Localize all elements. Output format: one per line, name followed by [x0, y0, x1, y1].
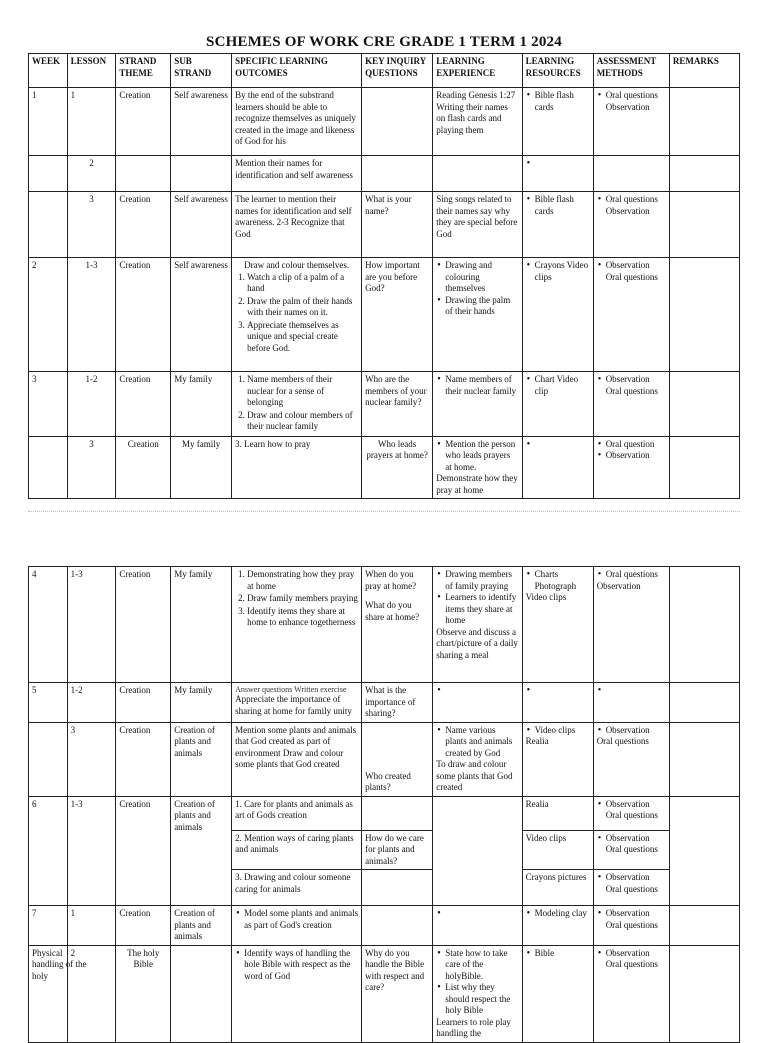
cell-inquiry: Who are the members of your nuclear family? — [362, 372, 433, 437]
cell-experience: Reading Genesis 1:27 Writing their names on flash cards and playing them — [433, 88, 522, 156]
cell-assessment — [593, 258, 669, 372]
cell-remarks — [669, 683, 739, 723]
cell-substrand: Creation of plants and animals — [171, 796, 232, 906]
table-row — [29, 436, 740, 499]
cell-inquiry — [362, 567, 433, 683]
cell-week — [29, 945, 87, 1042]
list-item: • Drawing the palm of their hands — [445, 295, 518, 318]
cell-experience — [433, 258, 522, 372]
cell-outcomes — [232, 258, 362, 372]
list-item: • Identify ways of handling the hole Bible with respect as the word of God — [244, 948, 358, 983]
list-item: 2. Draw and colour members of their nuclear family — [247, 410, 358, 433]
cell-remarks — [669, 88, 739, 156]
header-experience: LEARNING EXPERIENCE — [433, 54, 522, 88]
assessment-text: Oral questions — [605, 959, 658, 969]
cell-experience — [433, 796, 522, 906]
cell-inquiry — [362, 156, 433, 192]
table-row — [29, 192, 740, 258]
cell-experience: Sing songs related to their names say why they are special before God — [433, 192, 522, 258]
cell-strand — [116, 156, 171, 192]
table-row — [29, 88, 740, 156]
cell-assessment — [593, 567, 669, 683]
cell-outcomes: 1. Care for plants and animals as art of Gods creation — [232, 796, 362, 830]
cell-assessment — [593, 156, 669, 192]
list-item: • Oral questions Observation — [606, 90, 666, 113]
cell-outcomes: 3. Learn how to pray — [232, 436, 362, 499]
cell-strand: Creation — [116, 796, 171, 906]
cell-lesson: 2 — [67, 945, 116, 1042]
table-row — [29, 906, 740, 946]
cell-lesson: 1-3 — [67, 796, 116, 906]
cell-substrand: Self awareness — [171, 258, 232, 372]
cell-remarks — [669, 945, 739, 1042]
cell-remarks — [669, 567, 739, 683]
cell-resources — [522, 258, 593, 372]
list-item: 2. Draw the palm of their hands with their names on it. — [247, 296, 358, 319]
cell-outcomes: Mention their names for identification and self awareness — [232, 156, 362, 192]
list-item: 3. Identify items they share at home to enhance togetherness — [247, 606, 358, 629]
cell-experience — [433, 683, 522, 723]
list-item: • Video clips — [535, 725, 590, 737]
list-item: • Observation — [606, 450, 666, 462]
cell-substrand: Creation of plants and animals — [171, 906, 232, 946]
outcomes-side-text: Physical handling of the holy — [32, 947, 87, 981]
list-item: • Observation — [606, 833, 666, 845]
cell-lesson: 3 — [67, 436, 116, 499]
page-title: SCHEMES OF WORK CRE GRADE 1 TERM 1 2024 — [206, 34, 562, 50]
cell-outcomes — [232, 906, 362, 946]
cell-assessment — [593, 870, 669, 906]
header-assessment: ASSESSMENT METHODS — [593, 54, 669, 88]
cell-resources — [522, 567, 593, 683]
cell-experience — [433, 156, 522, 192]
cell-week — [29, 722, 68, 796]
cell-assessment — [593, 683, 669, 723]
assessment-text: Observation — [596, 580, 641, 591]
list-item: 1. Name members of their nuclear for a sense of belonging — [247, 374, 358, 409]
cell-inquiry — [362, 88, 433, 156]
experience-text: Demonstrate how they pray at home — [436, 473, 518, 495]
cell-lesson: 1-2 — [67, 372, 116, 437]
cell-remarks — [669, 906, 739, 946]
list-item: • Bible flash cards — [535, 90, 590, 113]
scheme-table-1 — [28, 53, 740, 499]
cell-substrand: My family — [171, 567, 232, 683]
cell-remarks — [669, 436, 739, 499]
cell-assessment — [593, 796, 669, 830]
cell-inquiry: How important are you before God? — [362, 258, 433, 372]
assessment-text: Oral questions — [596, 736, 649, 746]
cell-assessment — [593, 945, 669, 1042]
cell-experience — [433, 906, 522, 946]
table-row — [29, 683, 740, 723]
list-item: • Charts Photograph — [535, 569, 590, 592]
cell-lesson: 3 — [67, 722, 116, 796]
assessment-text: Oral questions — [605, 844, 658, 854]
cell-strand: Creation — [116, 683, 171, 723]
cell-resources — [522, 722, 593, 796]
cell-resources: Crayons pictures — [522, 870, 593, 906]
cell-week: 4 — [29, 567, 68, 683]
list-item: 2. Draw family members praying — [247, 593, 358, 605]
list-item: • Name various plants and animals created by God — [445, 725, 518, 760]
list-item: 1. Watch a clip of a palm of a hand — [247, 272, 358, 295]
cell-inquiry: How do we care for plants and animals? — [362, 830, 433, 870]
outcomes-text: Mention some plants and animals that God created as part of environment Draw and colour some plants that God created — [235, 724, 357, 769]
cell-resources — [522, 945, 593, 1042]
list-item: • Modeling clay — [535, 908, 590, 920]
cell-experience — [433, 945, 522, 1042]
cell-inquiry: Who created plants? — [362, 722, 433, 796]
cell-assessment — [593, 722, 669, 796]
cell-substrand: Self awareness — [171, 88, 232, 156]
table-row — [29, 945, 740, 1042]
cell-remarks — [669, 372, 739, 437]
list-item: • Name members of their nuclear family — [445, 374, 518, 397]
assessment-text: Oral questions — [605, 883, 658, 894]
cell-strand: Creation — [116, 436, 171, 499]
cell-outcomes: 3. Drawing and colour someone caring for animals — [232, 870, 362, 906]
cell-outcomes — [232, 372, 362, 437]
list-item: • Observation — [606, 908, 666, 920]
cell-assessment — [593, 88, 669, 156]
cell-inquiry: What is your name? — [362, 192, 433, 258]
list-item: • Learners to identify items they share at home — [445, 592, 518, 627]
cell-week — [29, 436, 68, 499]
cell-resources: Video clips — [522, 830, 593, 870]
cell-inquiry — [362, 870, 433, 906]
cell-resources — [522, 906, 593, 946]
cell-experience — [433, 722, 522, 796]
cell-assessment — [593, 192, 669, 258]
header-week: WEEK — [29, 54, 68, 88]
cell-outcomes — [232, 683, 362, 723]
cell-remarks — [669, 192, 739, 258]
list-item: • List why they should respect the holy Bible — [445, 982, 518, 1017]
cell-outcomes: 2. Mention ways of caring plants and animals — [232, 830, 362, 870]
cell-strand: Creation — [116, 192, 171, 258]
table-row — [29, 796, 740, 830]
experience-text: Observe and discuss a chart/picture of a daily sharing a meal — [436, 626, 518, 660]
table-row — [29, 156, 740, 192]
list-item: 3. Appreciate themselves as unique and special create before God. — [247, 320, 358, 355]
scheme-table-2 — [28, 566, 740, 1043]
cell-substrand — [171, 156, 232, 192]
cell-outcomes: The learner to mention their names for identification and self awareness. 2-3 Recognize that God — [232, 192, 362, 258]
cell-resources — [522, 683, 593, 723]
cell-strand: Creation — [116, 372, 171, 437]
cell-strand: Creation — [116, 906, 171, 946]
cell-inquiry: Who leads prayers at home? — [362, 436, 433, 499]
cell-assessment — [593, 372, 669, 437]
cell-outcomes: By the end of the substrand learners should be able to recognize themselves as uniquely created in the image and likeness of God for his — [232, 88, 362, 156]
assessment-text: Oral questions — [605, 810, 658, 820]
list-item: • Chart Video clip — [535, 374, 590, 397]
cell-strand: The holy Bible — [116, 945, 171, 1042]
cell-outcomes — [232, 945, 362, 1042]
cell-strand: Creation — [116, 567, 171, 683]
cell-strand: Creation — [116, 88, 171, 156]
header-substrand: SUB STRAND — [171, 54, 232, 88]
cell-week: 1 — [29, 88, 68, 156]
cell-week: 3 — [29, 372, 68, 437]
outcomes-intro: Draw and colour themselves. — [244, 260, 350, 270]
cell-assessment — [593, 830, 669, 870]
header-lesson: LESSON — [67, 54, 116, 88]
cell-experience — [433, 372, 522, 437]
cell-resources: Realia — [522, 796, 593, 830]
page-divider — [28, 505, 740, 512]
cell-experience — [433, 436, 522, 499]
cell-substrand: My family — [171, 436, 232, 499]
cell-strand: Creation — [116, 258, 171, 372]
cell-substrand — [171, 945, 232, 1042]
list-item: • Model some plants and animals as part of God's creation — [244, 908, 358, 931]
cell-substrand: Self awareness — [171, 192, 232, 258]
experience-text: Learners to role play handling the — [436, 1016, 511, 1038]
assessment-text: Oral questions — [605, 919, 658, 930]
list-item: • Mention the person who leads prayers at home. — [445, 439, 518, 474]
list-item: • Drawing members of family praying — [445, 569, 518, 592]
cell-strand: Creation — [116, 722, 171, 796]
cell-resources — [522, 88, 593, 156]
list-item: • Oral question — [606, 439, 666, 451]
cell-outcomes — [232, 567, 362, 683]
header-strand: STRAND THEME — [116, 54, 171, 88]
list-item: • Observation — [606, 799, 666, 811]
header-remarks: REMARKS — [669, 54, 739, 88]
cell-inquiry — [362, 796, 433, 830]
list-item: • Oral questions Observation — [606, 194, 666, 217]
table-row — [29, 258, 740, 372]
cell-week: 5 — [29, 683, 68, 723]
list-item: • Observation Oral questions — [606, 260, 666, 283]
cell-week — [29, 192, 68, 258]
outcomes-note: Answer questions Written exercise — [235, 685, 347, 694]
list-item: • Drawing and colouring themselves — [445, 260, 518, 295]
cell-lesson: 1-3 — [67, 258, 116, 372]
header-outcomes: SPECIFIC LEARNING OUTCOMES — [232, 54, 362, 88]
cell-remarks — [669, 258, 739, 372]
cell-remarks — [669, 156, 739, 192]
list-item: • Crayons Video clips — [535, 260, 590, 283]
cell-resources — [522, 192, 593, 258]
list-item: • Observation — [606, 725, 666, 737]
cell-lesson: 2 — [67, 156, 116, 192]
cell-lesson: 1 — [67, 906, 116, 946]
cell-outcomes — [232, 722, 362, 796]
cell-resources — [522, 156, 593, 192]
cell-week: 2 — [29, 258, 68, 372]
header-inquiry: KEY INQUIRY QUESTIONS — [362, 54, 433, 88]
resources-text: Video clips — [525, 592, 567, 602]
cell-lesson: 1 — [67, 88, 116, 156]
cell-week — [29, 156, 68, 192]
list-item: • Observation — [606, 948, 666, 960]
cell-inquiry: Why do you handle the Bible with respect and care? — [362, 945, 433, 1042]
table-row — [29, 372, 740, 437]
list-item: • Observation — [606, 872, 666, 884]
outcomes-text: Appreciate the importance of sharing at home for family unity — [235, 694, 352, 716]
table-row — [29, 567, 740, 683]
cell-substrand: My family — [171, 683, 232, 723]
header-resources: LEARNING RESOURCES — [522, 54, 593, 88]
cell-assessment — [593, 436, 669, 499]
inquiry-text: What do you share at home? — [365, 600, 420, 622]
list-item: • Oral questions — [606, 569, 666, 581]
list-item: • State how to take care of the holyBible. — [445, 948, 518, 983]
resources-text: Realia — [525, 736, 549, 746]
cell-lesson: 1-3 — [67, 567, 116, 683]
cell-remarks — [669, 796, 739, 906]
table-row — [29, 722, 740, 796]
cell-week: 6 — [29, 796, 68, 906]
cell-experience — [433, 567, 522, 683]
cell-lesson: 3 — [67, 192, 116, 258]
cell-substrand: My family — [171, 372, 232, 437]
cell-lesson: 1-2 — [67, 683, 116, 723]
cell-resources — [522, 436, 593, 499]
list-item: • Bible — [535, 948, 590, 960]
cell-substrand: Creation of plants and animals — [171, 722, 232, 796]
cell-assessment — [593, 906, 669, 946]
list-item: • Bible flash cards — [535, 194, 590, 217]
cell-remarks — [669, 722, 739, 796]
inquiry-text: When do you pray at home? — [365, 569, 417, 591]
list-item: 1. Demonstrating how they pray at home — [247, 569, 358, 592]
cell-inquiry: What is the importance of sharing? — [362, 683, 433, 723]
list-item: • Observation Oral questions — [606, 374, 666, 397]
cell-inquiry — [362, 906, 433, 946]
table-header-row — [29, 54, 740, 88]
cell-resources — [522, 372, 593, 437]
experience-text: To draw and colour some plants that God created — [436, 759, 513, 792]
cell-week: 7 — [29, 906, 68, 946]
